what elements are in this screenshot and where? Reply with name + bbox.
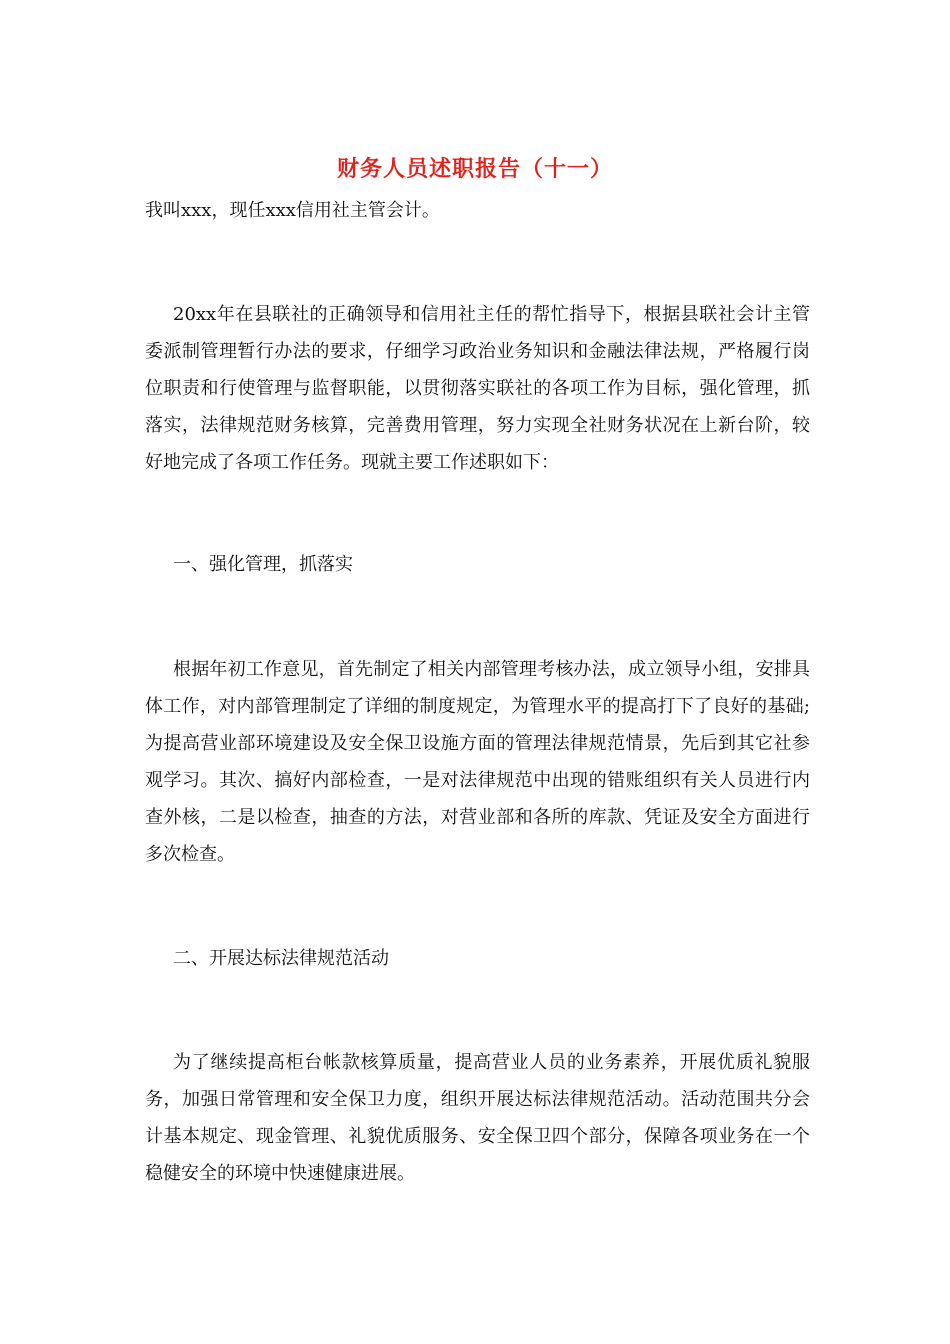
paragraph-management: 根据年初工作意见，首先制定了相关内部管理考核办法，成立领导小组，安排具体工作，对内部管理制定了详细的制度规定，为管理水平的提高打下了良好的基础;为提高营业部环境建设及安全保卫设施方面的管理法律规范情景，先后到其它社参观学习。其次、搞好内部检查，一是对法律规范中出现的错账组织有关人员进行内查外核，二是以检查，抽查的方法，对营业部和各所的库款、凭证及安全方面进行多次检查。 xyxy=(145,659,810,865)
section-heading-2: 二、开展达标法律规范活动 xyxy=(173,948,389,969)
section-heading-1: 一、强化管理，抓落实 xyxy=(173,554,353,575)
paragraph-standards: 为了继续提高柜台帐款核算质量，提高营业人员的业务素养，开展优质礼貌服务，加强日常管理和安全保卫力度，组织开展达标法律规范活动。活动范围共分会计基本规定、现金管理、礼貌优质服务、安全保卫四个部分，保障各项业务在一个稳健安全的环境中快速健康进展。 xyxy=(145,1052,810,1184)
document-title: 财务人员述职报告（十一） xyxy=(336,156,613,182)
intro-line: 我叫xxx，现任xxx信用社主管会计。 xyxy=(145,200,440,221)
paragraph-overview: 20xx年在县联社的正确领导和信用社主任的帮忙指导下，根据县联社会计主管委派制管理暂行办法的要求，仔细学习政治业务知识和金融法律法规，严格履行岗位职责和行使管理与监督职能，以贯彻落实联社的各项工作为目标，强化管理，抓落实，法律规范财务核算，完善费用管理，努力实现全社财务状况在上新台阶，较好地完成了各项工作任务。现就主要工作述职如下： xyxy=(145,304,810,473)
